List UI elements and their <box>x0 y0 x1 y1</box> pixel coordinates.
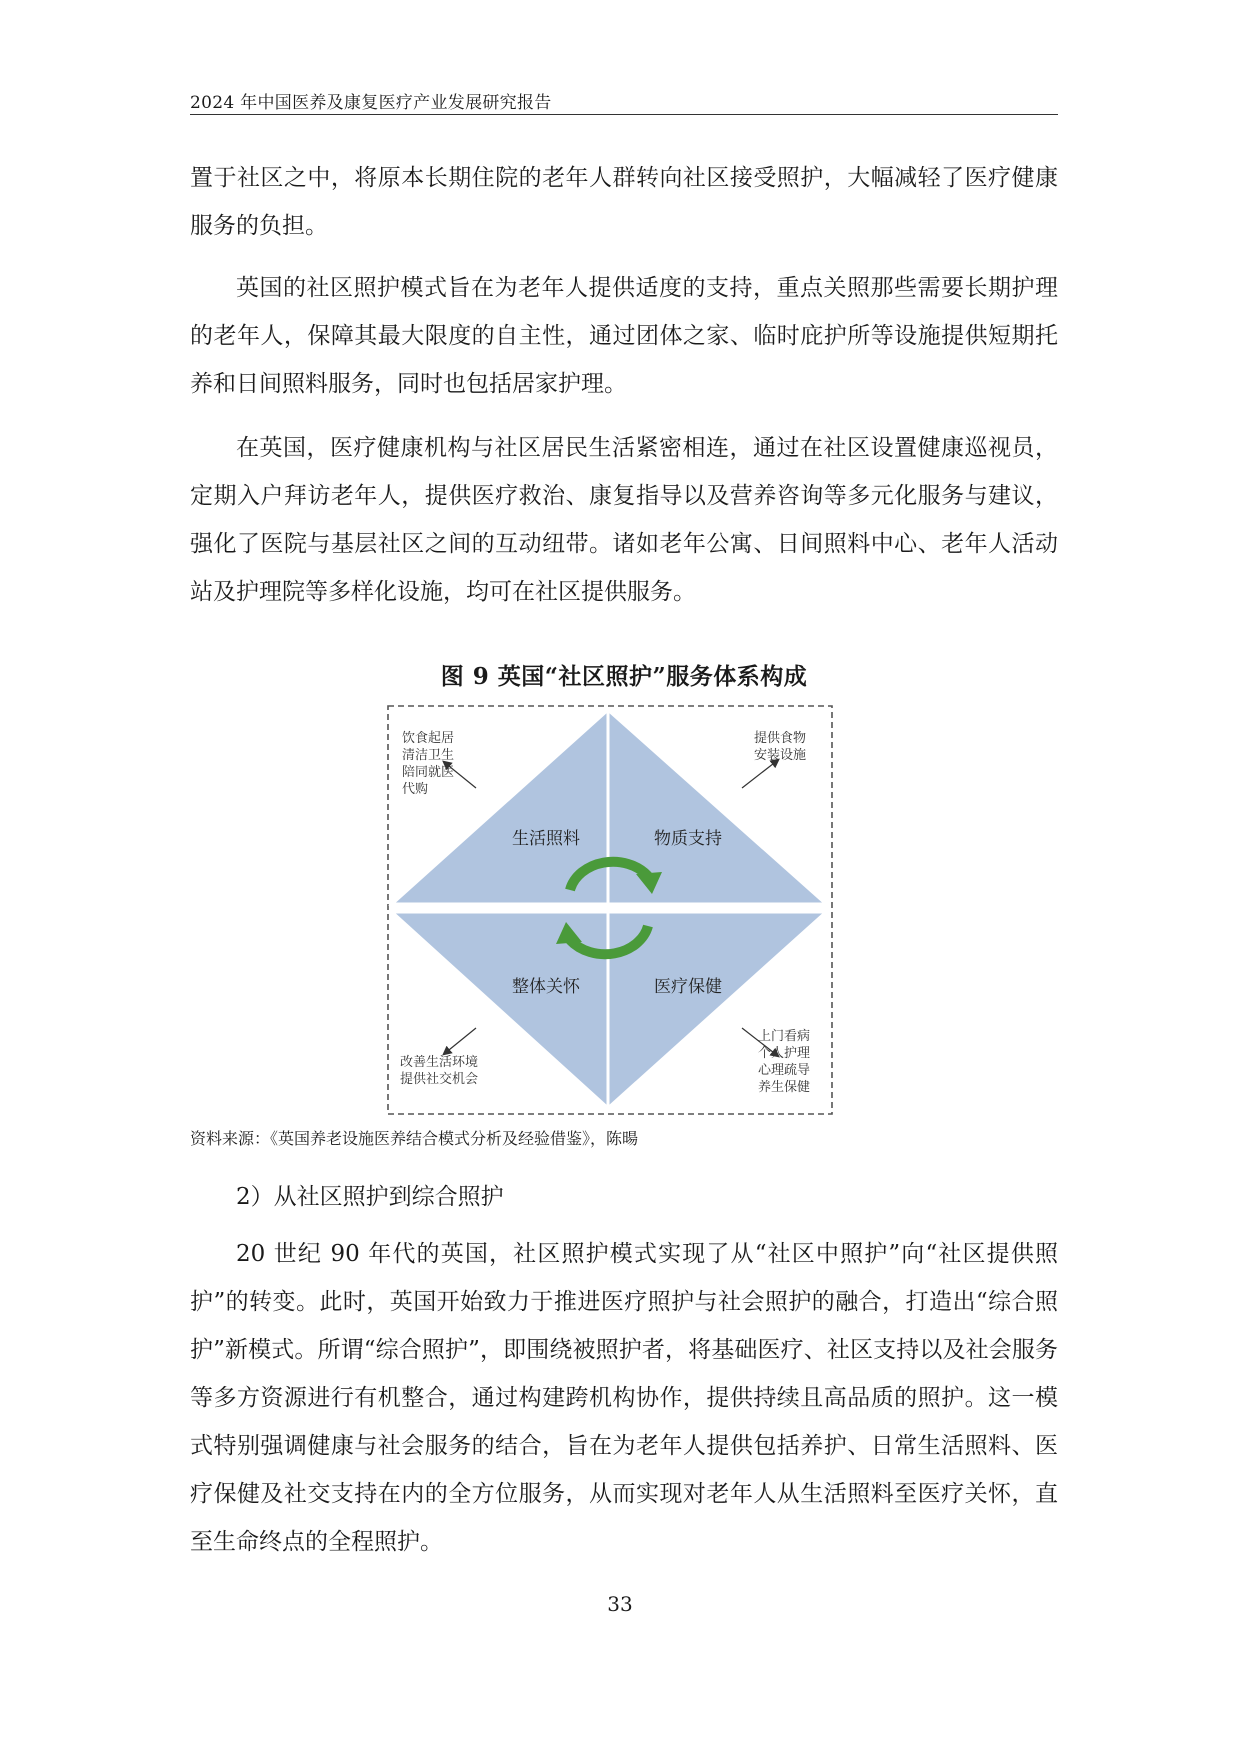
label-medical-care: 医疗保健 <box>654 977 722 997</box>
label-holistic-care: 整体关怀 <box>512 977 580 997</box>
note-bottom-left-2: 提供社交机会 <box>400 1072 479 1087</box>
figure-title: 图 9 英国“社区照护”服务体系构成 <box>440 663 808 690</box>
note-top-left-4: 代购 <box>402 782 429 797</box>
pointer-arrow-bottom-left-icon <box>444 1028 476 1054</box>
label-material-support: 物质支持 <box>654 829 722 849</box>
note-bottom-right-2: 个人护理 <box>758 1046 811 1061</box>
pointer-arrow-top-right-icon <box>742 760 778 788</box>
running-header: 2024 年中国医养及康复医疗产业发展研究报告 <box>190 93 552 113</box>
care-system-figure <box>386 704 834 1116</box>
figure-source: 资料来源：《英国养老设施医养结合模式分析及经验借鉴》，陈暘 <box>190 1129 639 1148</box>
note-top-right-1: 提供食物 <box>754 731 807 746</box>
note-top-left-1: 饮食起居 <box>402 731 455 746</box>
note-top-left-3: 陪同就医 <box>402 765 455 780</box>
note-top-right-2: 安装设施 <box>754 748 807 763</box>
note-top-left-2: 清洁卫生 <box>402 748 455 763</box>
paragraph-4: 20 世纪 90 年代的英国，社区照护模式实现了从“社区中照护”向“社区提供照护”的转变。此时，英国开始致力于推进医疗照护与社会照护的融合，打造出“综合照护”新模式。所谓“综合照护”，即围绕被照护者，将基础医疗、社区支持以及社会服务等多方资源进行有机整合，通过构建跨机构协作，提供持续且高品质的照护。这一模式特别强调健康与社会服务的结合，旨在为老年人提供包括养护、日常生活照料、医疗保健及社交支持在内的全方位服务，从而实现对老年人从生活照料至医疗关怀，直至生命终点的全程照护。 <box>190 1241 1058 1555</box>
paragraph-1: 置于社区之中，将原本长期住院的老年人群转向社区接受照护，大幅减轻了医疗健康服务的负担。 <box>190 165 1058 239</box>
label-daily-care: 生活照料 <box>512 829 580 849</box>
note-bottom-right-1: 上门看病 <box>758 1029 811 1044</box>
page-number: 33 <box>607 1592 633 1616</box>
paragraph-3: 在英国，医疗健康机构与社区居民生活紧密相连，通过在社区设置健康巡视员，定期入户拜访老年人，提供医疗救治、康复指导以及营养咨询等多元化服务与建议，强化了医院与基层社区之间的互动纽带。诸如老年公寓、日间照料中心、老年人活动站及护理院等多样化设施，均可在社区提供服务。 <box>190 435 1058 605</box>
paragraph-2: 英国的社区照护模式旨在为老年人提供适度的支持，重点关照那些需要长期护理的老年人，保障其最大限度的自主性，通过团体之家、临时庇护所等设施提供短期托养和日间照料服务，同时也包括居家护理。 <box>190 275 1058 397</box>
note-bottom-right-3: 心理疏导 <box>758 1063 811 1078</box>
note-bottom-right-4: 养生保健 <box>758 1080 811 1095</box>
header-rule <box>190 114 1058 115</box>
note-bottom-left-1: 改善生活环境 <box>400 1055 479 1070</box>
section-subheading: 2）从社区照护到综合照护 <box>236 1184 504 1210</box>
